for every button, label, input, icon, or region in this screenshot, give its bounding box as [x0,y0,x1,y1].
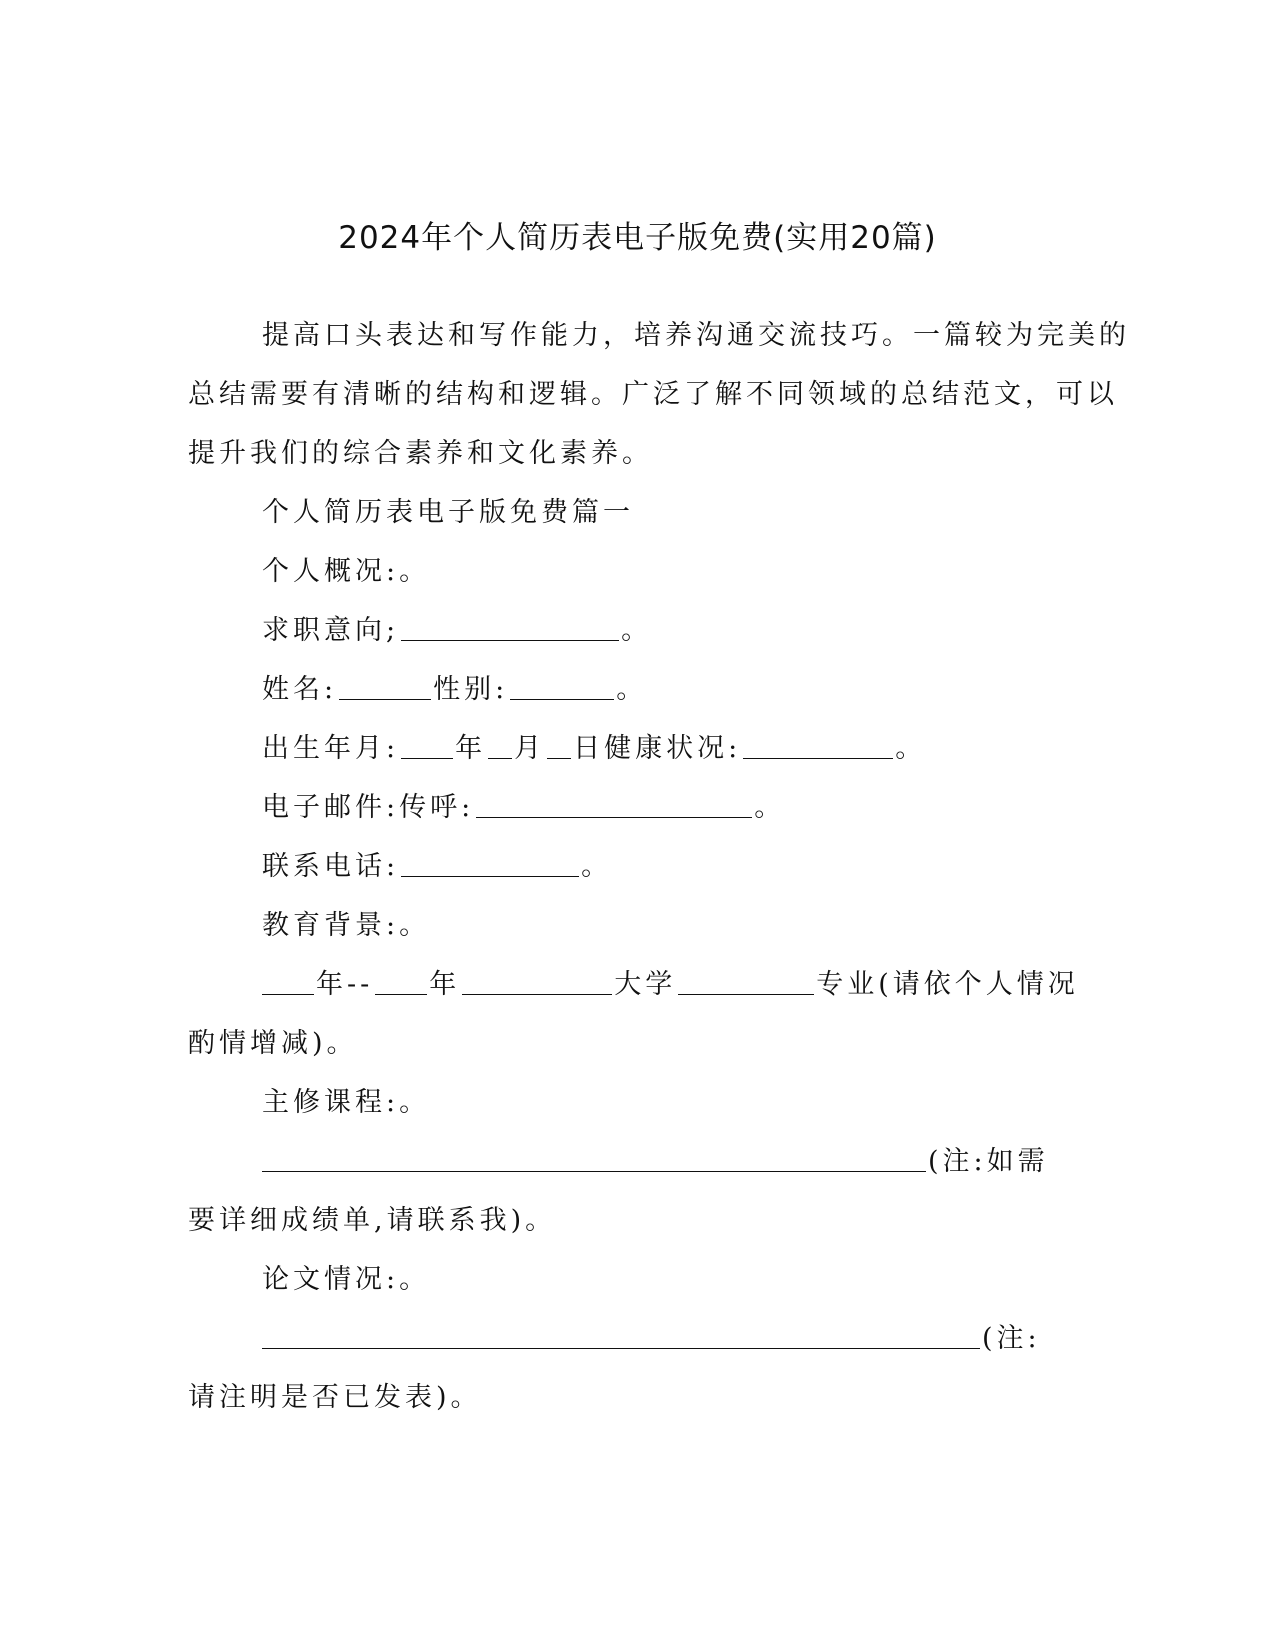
birth-label: 出生年月: [262,733,400,764]
courses-row [262,1142,1049,1182]
gender-blank[interactable] [510,671,614,700]
edu-year2-label: 年 [429,969,461,1000]
email-pager-blank[interactable] [476,789,752,818]
personal-overview-label: 个人概况:。 [262,556,431,587]
gender-label: 性别: [433,674,509,705]
document-title: 2024年个人简历表电子版免费(实用20篇) [338,220,937,256]
email-pager-label: 电子邮件:传呼: [262,792,475,823]
university-label: 大学 [614,969,677,1000]
period: 。 [616,674,648,705]
education-label: 教育背景:。 [262,910,431,941]
period: 。 [895,733,927,764]
phone-row [262,847,612,887]
job-intent-label: 求职意向; [262,615,400,646]
name-label: 姓名: [262,674,338,705]
period: 。 [754,792,786,823]
thesis-blank[interactable] [262,1320,980,1349]
thesis-row [262,1319,1041,1359]
university-blank[interactable] [462,966,612,995]
day-health-label: 日健康状况: [573,733,742,764]
period: 。 [581,851,613,882]
month-label: 月 [514,733,546,764]
email-pager-row [262,788,785,828]
health-blank[interactable] [743,730,893,759]
thesis-note-continued: 请注明是否已发表)。 [188,1382,482,1413]
birth-day-blank[interactable] [547,730,571,759]
edu-year1-label: 年-- [316,969,374,1000]
intro-line-2: 总结需要有清晰的结构和逻辑。广泛了解不同领域的总结范文，可以 [188,379,1118,410]
major-blank[interactable] [678,966,814,995]
edu-start-year-blank[interactable] [262,966,314,995]
courses-label: 主修课程:。 [262,1087,431,1118]
birth-health-row [262,729,926,769]
section-heading: 个人简历表电子版免费篇一 [262,497,634,528]
year-label: 年 [455,733,487,764]
courses-note: (注:如需 [928,1146,1049,1177]
thesis-note: (注: [982,1323,1041,1354]
birth-month-blank[interactable] [488,730,512,759]
intro-line-3: 提升我们的综合素养和文化素养。 [188,438,653,469]
phone-blank[interactable] [401,848,579,877]
edu-end-year-blank[interactable] [375,966,427,995]
thesis-label: 论文情况:。 [262,1264,431,1295]
education-row [262,965,1079,1005]
birth-year-blank[interactable] [401,730,453,759]
intro-line-1: 提高口头表达和写作能力，培养沟通交流技巧。一篇较为完美的 [262,320,1130,351]
major-note-continued: 酌情增减)。 [188,1028,358,1059]
job-intent-row [262,611,652,651]
courses-note-continued: 要详细成绩单,请联系我)。 [188,1205,557,1236]
name-gender-row [262,670,647,710]
phone-label: 联系电话: [262,851,400,882]
period: 。 [621,615,653,646]
courses-blank[interactable] [262,1143,926,1172]
major-note: 专业(请依个人情况 [816,969,1079,1000]
name-blank[interactable] [339,671,431,700]
job-intent-blank[interactable] [401,612,619,641]
